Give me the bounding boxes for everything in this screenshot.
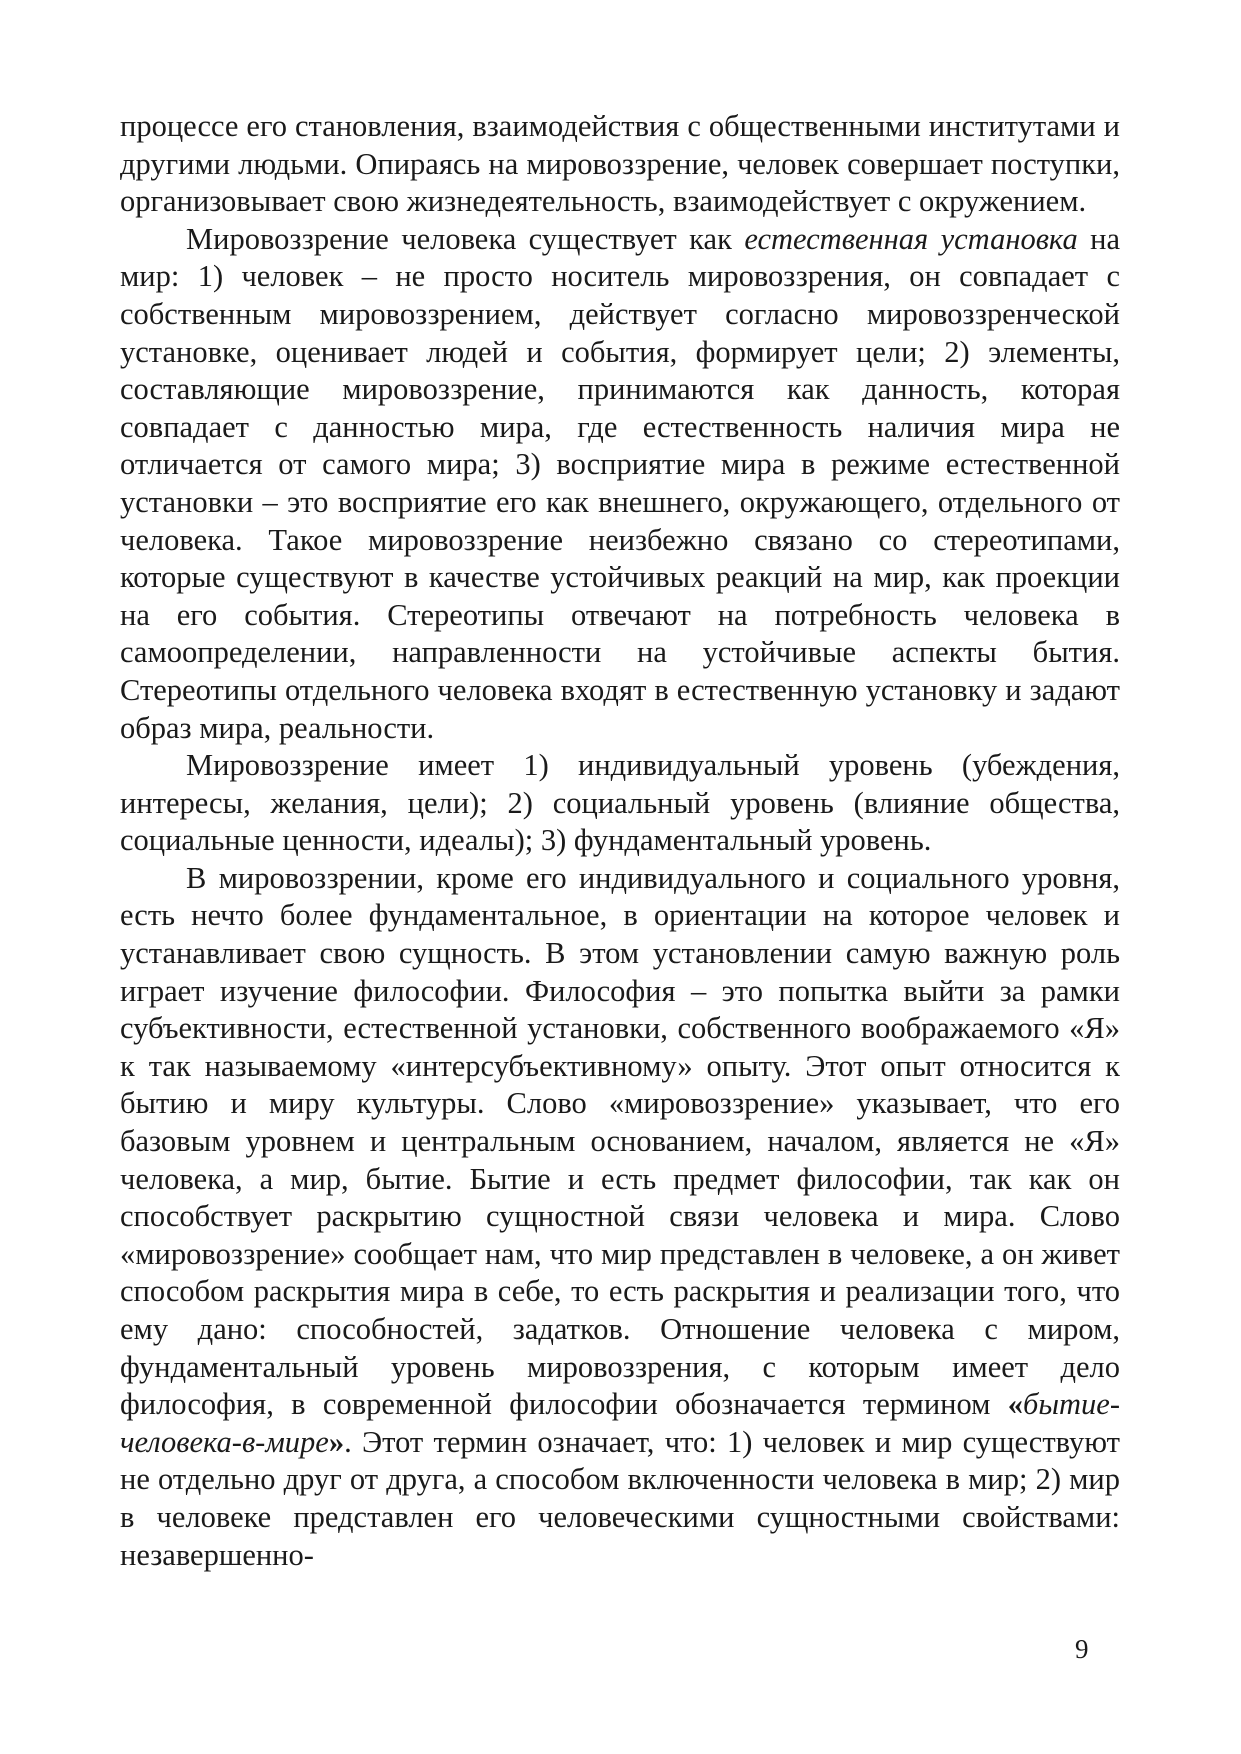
paragraph-3: Мировоззрение имеет 1) индивидуальный уровень (убеждения, интересы, желания, цели); 2) социальный уровень (влияние общества, социальные ценности, идеалы); 3) фундаментальный уровень. [120, 748, 1120, 858]
term-natural-attitude: естественная установка [744, 221, 1078, 256]
paragraph-2-lead: Мировоззрение человека существует как [186, 221, 745, 256]
page-number: 9 [1075, 1634, 1089, 1664]
paragraph-4-tail: . Этот термин означает, что: 1) человек и мир существуют не отдельно друг от друга, а способом включенности человека в мир; 2) мир в человеке представлен его человеческими сущностными свойствами: незавершенно- [120, 1424, 1120, 1572]
paragraph-2 [120, 221, 1120, 747]
paragraph-4-body: В мировоззрении, кроме его индивидуального и социального уровня, есть нечто более фундаментальное, в ориентации на которое человек и устанавливает свою сущность. В этом установлении самую важную роль играет изучение философии. Философия – это попытка выйти за рамки субъективности, естественной установки, собственного воображаемого «Я» к так называемому «интерсубъективному» опыту. Этот опыт относится к бытию и миру культуры. Слово «мировоззрение» указывает, что его базовым уровнем и центральным основанием, началом, является не «Я» человека, а мир, бытие. Бытие и есть предмет философии, так как он способствует раскрытию сущностной связи человека и мира. Слово «мировоззрение» сообщает нам, что мир представлен в человеке, а он живет способом раскрытия мира в себе, то есть раскрытия и реализации того, что ему дано: способностей, задатков. Отношение человека с миром, фундаментальный уровень мировоззрения, с которым имеет дело философия, в современной философии обозначается термином [120, 860, 1120, 1422]
paragraph-1: процессе его становления, взаимодействия с общественными институтами и другими людьми. Опираясь на мировоззрение, человек совершает поступки, организовывает свою жизнедеятельность, взаимодействует с окружением. [120, 109, 1120, 219]
term-being-of-human-in-world: бытие-человека-в-мире [120, 1387, 1120, 1459]
body-text [120, 108, 1120, 1574]
quote-open: « [1007, 1387, 1024, 1422]
paragraph-2-body: на мир: 1) человек – не просто носитель мировоззрения, он совпадает с собственным мировоззрением, действует согласно мировоззренческой установке, оценивает людей и события, формирует цели; 2) элементы, составляющие мировоззрение, принимаются как данность, которая совпадает с данностью мира, где естественность наличия мира не отличается от самого мира; 3) восприятие мира в режиме естественной установки – это восприятие его как внешнего, окружающего, отдельного от человека. Такое мировоззрение неизбежно связано со стереотипами, которые существуют в качестве устойчивых реакций на мир, как проекции на его события. Стереотипы отвечают на потребность человека в самоопределении, направленности на устойчивые аспекты бытия. Стереотипы отдельного человека входят в естественную установку и задают образ мира, реальности. [120, 221, 1120, 745]
paragraph-4 [120, 860, 1120, 1574]
quote-close: » [328, 1424, 345, 1459]
